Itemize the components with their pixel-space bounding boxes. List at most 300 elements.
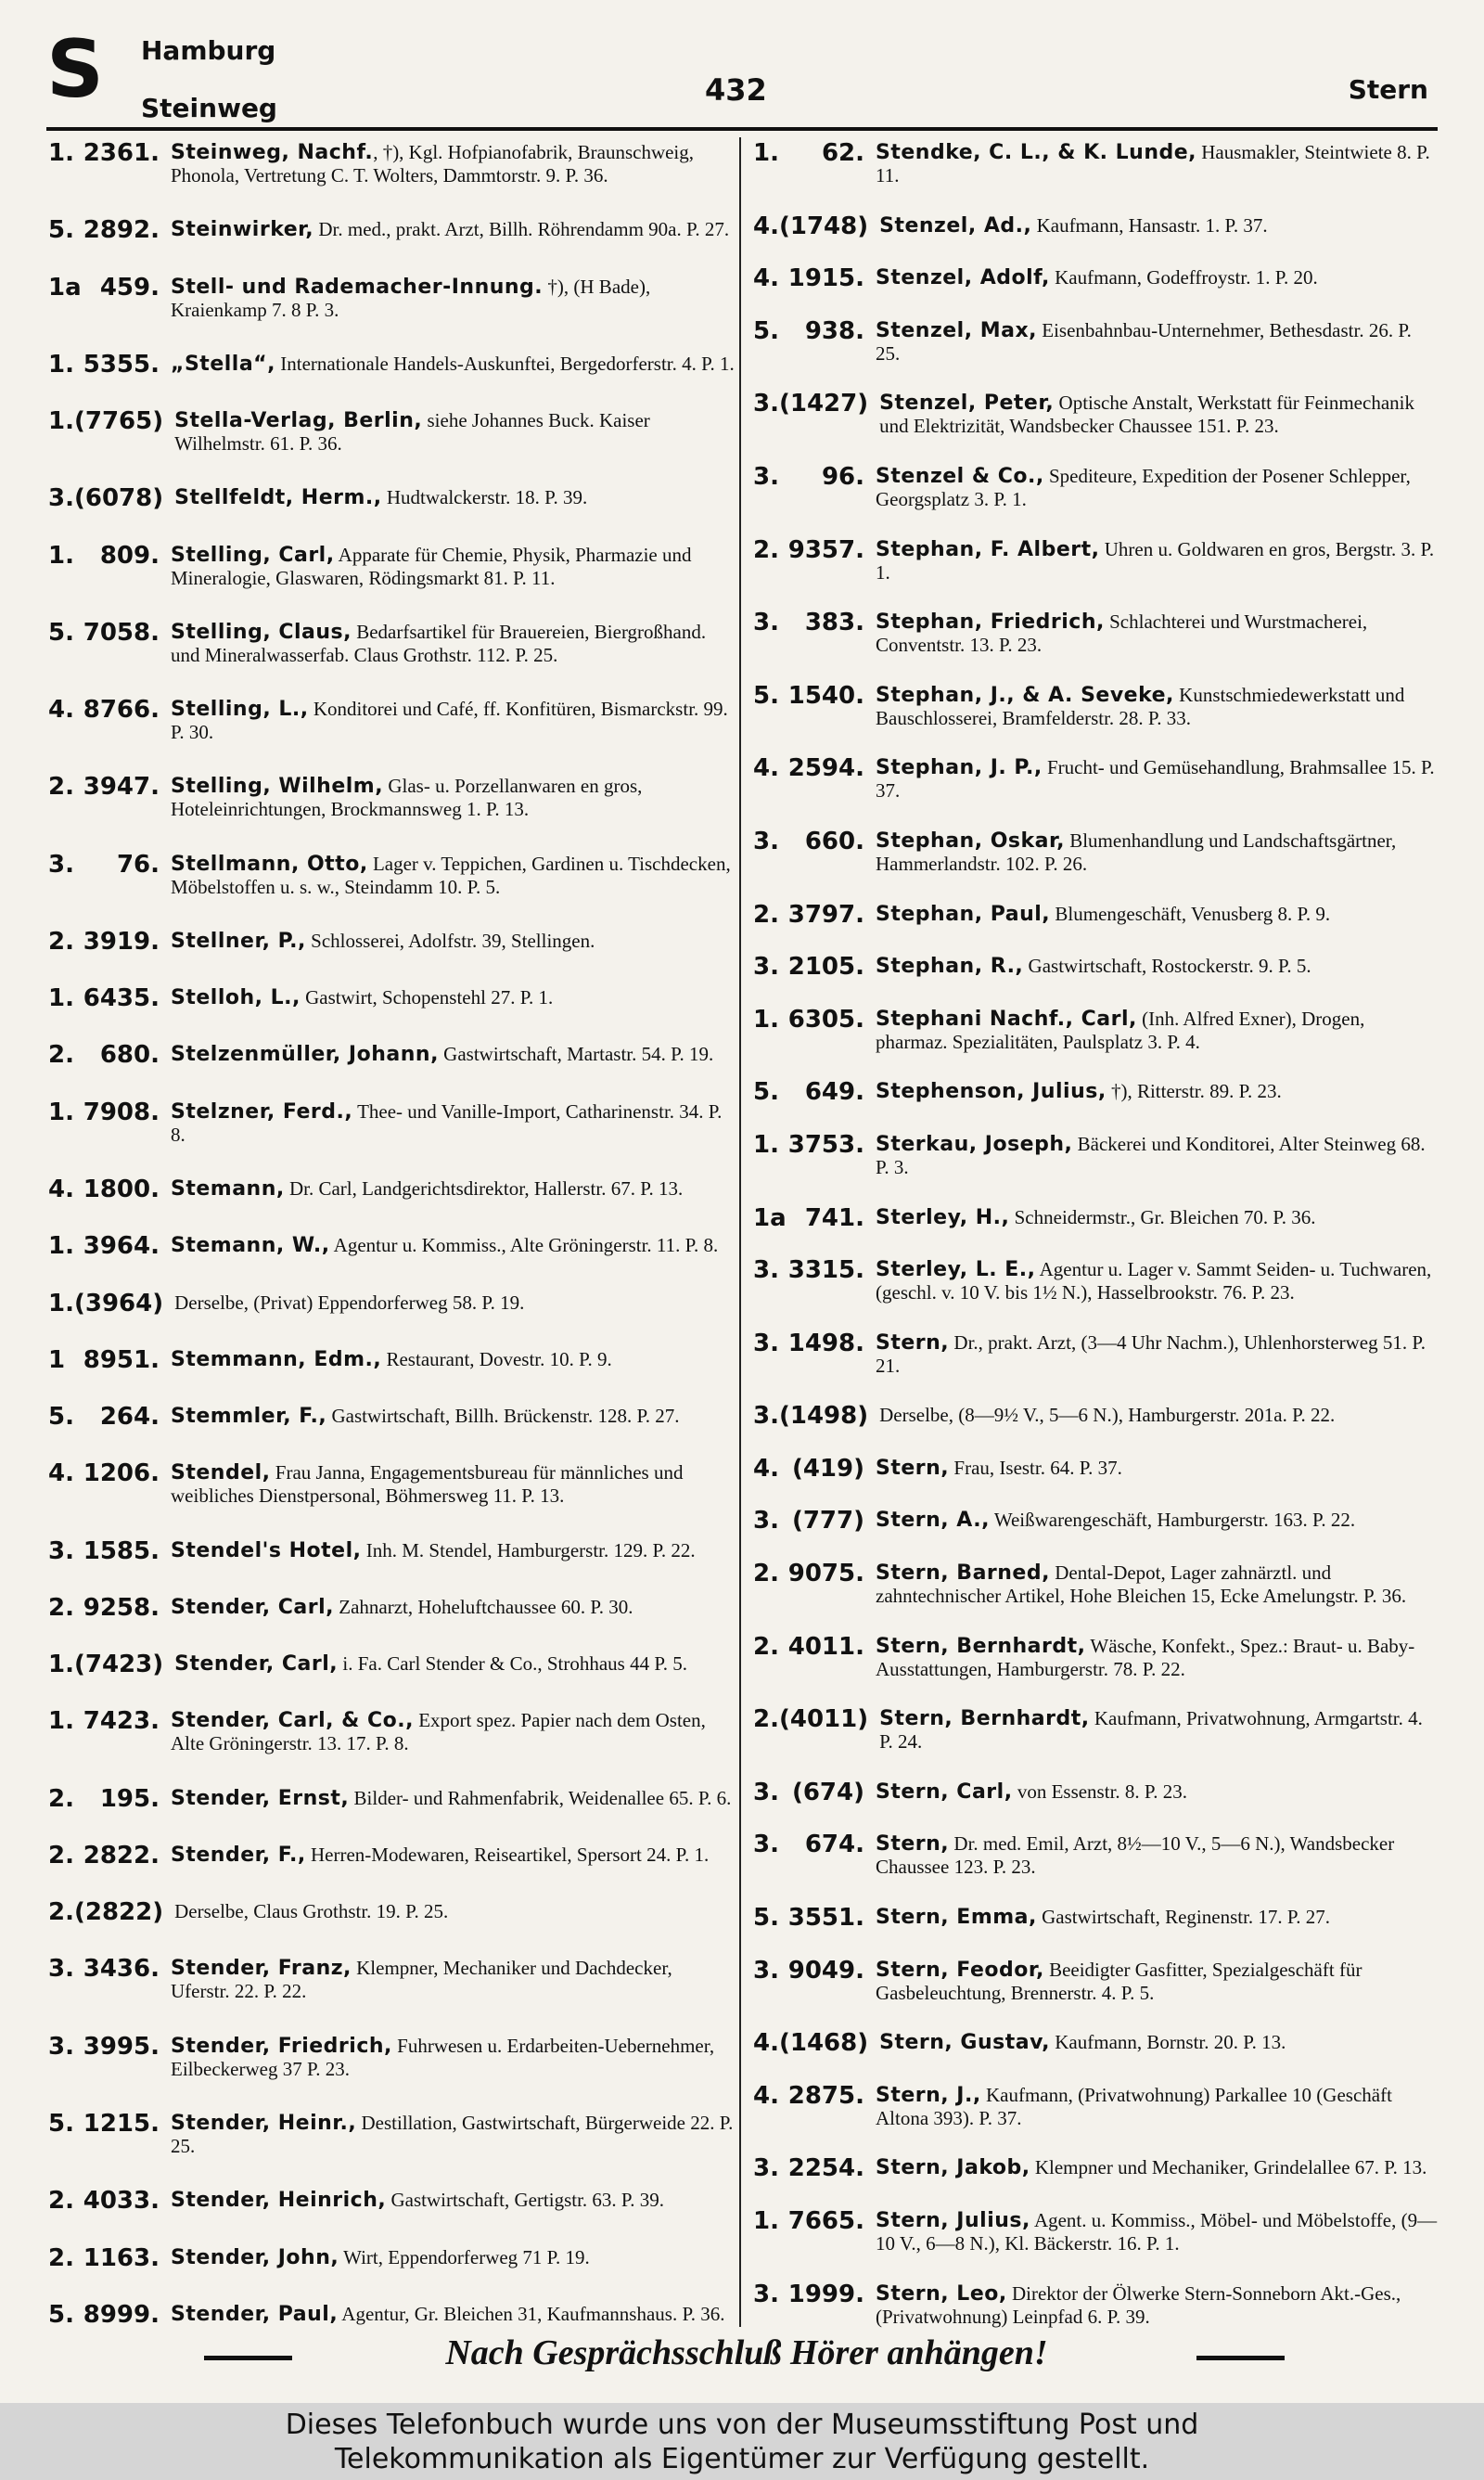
exchange-code: 2.	[48, 1784, 74, 1813]
entry-text	[876, 264, 1439, 289]
exchange-code: 3.	[48, 2032, 74, 2061]
line-number: 2105.	[787, 953, 864, 982]
entry-name: Stender, Paul,	[171, 2302, 339, 2326]
entry-name: Stender, F.,	[171, 1843, 306, 1867]
entry-details: Derselbe, (Privat) Eppendorferweg 58. P. 19.	[174, 1291, 525, 1314]
directory-entry	[753, 2281, 1439, 2329]
directory-entry	[48, 1459, 735, 1508]
entry-text	[876, 1779, 1439, 1804]
entry-text	[876, 1904, 1439, 1929]
entry-name: Stemmler, F.,	[171, 1405, 327, 1429]
entry-details: Dr., prakt. Arzt, (3—4 Uhr Nachm.), Uhlenhorsterweg 51. P. 21.	[876, 1330, 1426, 1377]
entry-text	[174, 484, 735, 509]
line-number: (3964)	[73, 1289, 164, 1317]
directory-entry	[48, 139, 735, 187]
exchange-code: 5.	[48, 2300, 74, 2329]
line-number: 1915.	[787, 264, 864, 293]
entry-details: Kaufmann, Privatwohnung, Armgartstr. 4. P. 24.	[879, 1707, 1423, 1754]
entry-name: Stelling, L.,	[171, 698, 309, 722]
phone-number	[753, 1705, 879, 1733]
directory-entry	[753, 1560, 1439, 1608]
entry-details: Dr. med. Emil, Arzt, 8½—10 V., 5—6 N.), Wandsbecker Chaussee 123. P. 23.	[876, 1832, 1395, 1879]
entry-details: Schlachterei und Wurstmacherei, Conventstr. 13. P. 23.	[876, 610, 1368, 657]
exchange-code: 1.	[48, 541, 74, 570]
line-number: 1585.	[83, 1536, 160, 1565]
entry-details: Klempner und Mechaniker, Grindelallee 67. P. 13.	[1030, 2156, 1427, 2179]
entry-text	[876, 2154, 1439, 2179]
entry-text	[171, 1842, 735, 1867]
entry-name: Stellfeldt, Herm.,	[174, 486, 382, 510]
entry-name: Stell- und Rademacher-Innung.	[171, 275, 544, 299]
entry-text	[879, 1705, 1439, 1754]
entry-details: Eisenbahnbau-Unternehmer, Bethesdastr. 26. P. 25.	[876, 318, 1412, 365]
entry-details: Kaufmann, Bornstr. 20. P. 13.	[1050, 2031, 1286, 2054]
directory-entry	[48, 1176, 735, 1203]
entry-name: Stern, Leo,	[876, 2281, 1007, 2306]
entry-text	[171, 351, 735, 376]
entry-text	[171, 773, 735, 821]
entry-details: Kaufmann, (Privatwohnung) Parkallee 10 (Geschäft Altona 393). P. 37.	[876, 2083, 1392, 2129]
exchange-code: 1.	[48, 139, 74, 167]
line-number: 195.	[99, 1784, 160, 1813]
line-number: 3797.	[787, 900, 864, 929]
line-number: (7765)	[73, 407, 164, 436]
left-column	[48, 139, 735, 2329]
line-number: (674)	[791, 1778, 864, 1806]
directory-entry	[48, 2187, 735, 2215]
entry-name: Stern, Jakob,	[876, 2156, 1030, 2180]
entry-details: Internationale Handels-Auskunftei, Bergedorferstr. 4. P. 1.	[275, 352, 735, 375]
entry-details: Konditorei und Café, ff. Konfitüren, Bismarckstr. 99. P. 30.	[171, 698, 728, 744]
entry-text	[876, 317, 1439, 366]
entry-details: Lager v. Teppichen, Gardinen u. Tischdecken, Möbelstoffen u. s. w., Steindamm 10. P. 5.	[171, 852, 731, 898]
entry-details: Bäckerei und Konditorei, Alter Steinweg 68. P. 3.	[876, 1132, 1426, 1178]
exchange-code: 2.	[48, 2187, 74, 2216]
exchange-code: 1.	[753, 139, 779, 167]
exchange-code: 4.	[753, 754, 779, 783]
directory-entry	[753, 1131, 1439, 1179]
entry-name: Stender, Heinrich,	[171, 2189, 387, 2213]
entry-details: Gastwirtschaft, Gertigstr. 63. P. 39.	[386, 2189, 665, 2212]
phone-number	[48, 2110, 171, 2138]
exchange-code: 1a	[753, 1203, 787, 1232]
entry-name: Stephan, J. P.,	[876, 756, 1043, 780]
entry-name: Stelloh, L.,	[171, 986, 301, 1010]
entry-name: Stellmann, Otto,	[171, 852, 368, 876]
entry-details: Blumenhandlung und Landschaftsgärtner, Hammerlandstr. 102. P. 26.	[876, 829, 1397, 875]
phone-number	[753, 1330, 876, 1357]
line-number: 2594.	[787, 754, 864, 783]
line-number: (7423)	[73, 1651, 164, 1679]
line-number: 3753.	[787, 1130, 864, 1159]
exchange-code: 4.	[48, 1175, 74, 1203]
exchange-code: 5.	[753, 316, 779, 345]
entry-details: Agentur u. Kommiss., Alte Gröningerstr. 11. P. 8.	[329, 1234, 719, 1257]
exchange-code: 3.	[48, 1955, 74, 1984]
line-number: (2822)	[73, 1898, 164, 1927]
line-number: 741.	[804, 1203, 864, 1232]
entry-name: Stern, Emma,	[876, 1906, 1037, 1930]
line-number: 7423.	[83, 1707, 160, 1736]
line-number: 5355.	[83, 350, 160, 379]
exchange-code: 3.	[753, 1402, 779, 1431]
entry-text	[171, 928, 735, 953]
entry-details: Agentur, Gr. Bleichen 31, Kaufmannshaus. P. 36.	[338, 2302, 725, 2325]
line-number: 8999.	[83, 2300, 160, 2329]
entry-name: Stender, Friedrich,	[171, 2034, 392, 2058]
exchange-code: 5.	[48, 1403, 74, 1432]
phone-number	[753, 2082, 876, 2110]
entry-name: Stern, Julius,	[876, 2209, 1030, 2232]
line-number: (1427)	[778, 390, 869, 418]
directory-entry	[753, 2154, 1439, 2182]
exchange-code: 4.	[753, 212, 779, 240]
entry-text	[171, 1707, 735, 1755]
entry-text	[171, 2301, 735, 2326]
line-number: 2822.	[83, 1841, 160, 1870]
line-number: 674.	[804, 1831, 864, 1859]
directory-entry	[753, 901, 1439, 929]
line-number: 7665.	[787, 2207, 864, 2235]
directory-entry	[48, 542, 735, 590]
directory-entry	[753, 1779, 1439, 1806]
phone-number	[753, 317, 876, 345]
entry-name: Stendke, C. L., & K. Lunde,	[876, 141, 1197, 164]
directory-entry	[753, 2082, 1439, 2130]
entry-name: Stelling, Wilhelm,	[171, 775, 384, 799]
entry-text	[171, 274, 735, 322]
entry-text	[876, 1204, 1439, 1229]
directory-entry	[48, 216, 735, 244]
directory-entry	[48, 2110, 735, 2158]
line-number: 7058.	[83, 618, 160, 647]
entry-details: Bilder- und Rahmenfabrik, Weidenallee 65. P. 6.	[349, 1786, 732, 1809]
line-number: (419)	[791, 1454, 864, 1483]
entry-details: Hudtwalckerstr. 18. P. 39.	[381, 486, 588, 509]
entry-name: Stephan, R.,	[876, 955, 1024, 979]
line-number: 1800.	[83, 1175, 160, 1203]
phone-number	[753, 754, 876, 782]
entry-name: Stelling, Carl,	[171, 543, 335, 567]
line-number: 1540.	[787, 681, 864, 710]
phone-number	[753, 2154, 876, 2182]
entry-details: Glas- u. Porzellanwaren en gros, Hoteleinrichtungen, Brockmannsweg 1. P. 13.	[171, 775, 643, 821]
exchange-code: 3.	[753, 2280, 779, 2308]
line-number: 1206.	[83, 1459, 160, 1488]
line-number: 2254.	[787, 2154, 864, 2183]
entry-details: Frau Janna, Engagementsbureau für männliches und weibliches Dienstpersonal, Böhmersweg 11. P. 13.	[171, 1461, 684, 1508]
entry-name: Stenzel, Adolf,	[876, 266, 1050, 290]
exchange-code: 3.	[48, 850, 74, 879]
line-number: 3919.	[83, 927, 160, 956]
directory-entry	[48, 1290, 735, 1317]
line-number: 9075.	[787, 1560, 864, 1588]
exchange-code: 1.	[48, 407, 74, 436]
line-number: 264.	[99, 1403, 160, 1432]
line-number: 6435.	[83, 984, 160, 1013]
exchange-code: 4.	[753, 2081, 779, 2110]
entry-name: Stephan, Paul,	[876, 902, 1051, 926]
directory-entry	[48, 1651, 735, 1678]
entry-text	[876, 1507, 1439, 1532]
entry-text	[171, 851, 735, 899]
phone-number	[753, 2281, 876, 2308]
line-number: 62.	[821, 139, 864, 167]
phone-number	[48, 407, 174, 435]
exchange-code: 1.	[48, 984, 74, 1013]
entry-text	[171, 2110, 735, 2158]
entry-name: Stephan, Oskar,	[876, 829, 1065, 853]
phone-number	[48, 1594, 171, 1622]
entry-text	[174, 1898, 735, 1923]
exchange-code: 1	[48, 1345, 66, 1374]
entry-text	[171, 1785, 735, 1810]
entry-name: Stern,	[876, 1832, 950, 1857]
phone-number	[48, 2187, 171, 2215]
directory-entry	[753, 682, 1439, 730]
directory-entry	[753, 1705, 1439, 1754]
entry-details: Kaufmann, Hansastr. 1. P. 37.	[1031, 213, 1268, 237]
exchange-code: 4.	[753, 2029, 779, 2058]
phone-number	[48, 773, 171, 801]
entry-text	[174, 1651, 735, 1676]
phone-number	[753, 1131, 876, 1159]
entry-text	[879, 2029, 1439, 2054]
phone-number	[753, 139, 876, 167]
directory-entry	[753, 1957, 1439, 2005]
directory-entry	[48, 851, 735, 899]
exchange-code: 3.	[753, 1507, 779, 1536]
line-number: 383.	[804, 609, 864, 637]
directory-entry	[753, 1006, 1439, 1054]
entry-name: Stenzel, Peter,	[879, 392, 1055, 416]
phone-number	[48, 696, 171, 724]
exchange-code: 3.	[753, 1831, 779, 1859]
phone-number	[753, 2029, 879, 2057]
phone-number	[753, 536, 876, 564]
footer-rule-left	[204, 2356, 292, 2360]
line-number: 809.	[99, 541, 160, 570]
entry-details: Thee- und Vanille-Import, Catharinenstr. 34. P. 8.	[171, 1099, 723, 1146]
line-number: 9357.	[787, 535, 864, 564]
phone-number	[753, 390, 879, 418]
phone-number	[48, 1898, 174, 1926]
phone-number	[753, 1455, 876, 1483]
entry-name: Stemann,	[171, 1176, 285, 1201]
entry-details: siehe Johannes Buck. Kaiser Wilhelmstr. 61. P. 36.	[174, 409, 650, 456]
exchange-code: 1.	[48, 350, 74, 379]
phone-number	[48, 274, 171, 302]
entry-name: Stern,	[876, 1456, 950, 1480]
entry-details: Wirt, Eppendorferweg 71 P. 19.	[339, 2245, 590, 2268]
entry-text	[876, 2281, 1439, 2329]
exchange-code: 1.	[48, 1651, 74, 1679]
phone-number	[753, 1831, 876, 1858]
exchange-code: 3.	[753, 390, 779, 418]
entry-text	[171, 1099, 735, 1147]
line-number: (6078)	[73, 484, 164, 513]
exchange-code: 2.	[753, 1632, 779, 1661]
entry-name: Stern, Gustav,	[879, 2031, 1051, 2055]
directory-entry	[753, 1831, 1439, 1879]
phone-number	[753, 1256, 876, 1284]
entry-details: Derselbe, Claus Grothstr. 19. P. 25.	[174, 1900, 449, 1923]
directory-entry	[48, 274, 735, 322]
exchange-code: 2.	[753, 535, 779, 564]
entry-details: Agent. u. Kommiss., Möbel- und Möbelstoffe, (9—10 V., 6—8 N.), Kl. Bäckerstr. 16. P. 1.	[876, 2209, 1438, 2255]
entry-details: Zahnarzt, Hoheluftchaussee 60. P. 30.	[334, 1595, 633, 1618]
phone-number	[48, 139, 171, 167]
entry-text	[171, 2244, 735, 2269]
entry-text	[171, 139, 735, 187]
directory-entry	[753, 1507, 1439, 1535]
header-rule	[46, 127, 1438, 131]
line-number: (1748)	[778, 212, 869, 240]
entry-text	[876, 536, 1439, 585]
entry-text	[876, 1957, 1439, 2005]
entry-details: Herren-Modewaren, Reiseartikel, Spersort 24. P. 1.	[305, 1843, 710, 1866]
exchange-code: 1.	[48, 1289, 74, 1317]
directory-entry	[48, 984, 735, 1012]
phone-number	[753, 463, 876, 491]
phone-number	[753, 1904, 876, 1932]
line-number: 2875.	[787, 2081, 864, 2110]
entry-text	[171, 1176, 735, 1201]
entry-text	[876, 1330, 1439, 1378]
exchange-code: 1a	[48, 273, 82, 302]
phone-number	[753, 1560, 876, 1587]
entry-name: Stenzel & Co.,	[876, 464, 1044, 488]
phone-number	[753, 264, 876, 292]
exchange-code: 3.	[753, 462, 779, 491]
directory-entry	[753, 317, 1439, 366]
entry-text	[171, 619, 735, 667]
entry-name: Sterley, H.,	[876, 1205, 1010, 1229]
phone-number	[753, 2207, 876, 2235]
entry-details: Frucht- und Gemüsehandlung, Brahmsallee 15. P. 37.	[876, 756, 1435, 803]
exchange-code: 4.	[753, 1454, 779, 1483]
entry-name: Stern, A.,	[876, 1509, 990, 1533]
entry-text	[171, 542, 735, 590]
phone-number	[48, 1041, 171, 1069]
entry-name: Stender, Franz,	[171, 1957, 352, 1981]
entry-name: Stendel,	[171, 1461, 271, 1485]
entry-details: Fuhrwesen u. Erdarbeiten-Uebernehmer, Eilbeckerweg 37 P. 23.	[171, 2034, 715, 2080]
entry-details: Schneidermstr., Gr. Bleichen 70. P. 36.	[1009, 1205, 1316, 1228]
exchange-code: 5.	[753, 1904, 779, 1933]
exchange-code: 3.	[48, 1536, 74, 1565]
directory-entry	[753, 828, 1439, 876]
phone-number	[48, 1403, 171, 1431]
entry-text	[876, 609, 1439, 657]
phone-number	[48, 619, 171, 647]
entry-text	[876, 1455, 1439, 1480]
entry-text	[876, 1131, 1439, 1179]
phone-number	[753, 1078, 876, 1106]
entry-name: Stephenson, Julius,	[876, 1080, 1107, 1104]
exchange-code: 3.	[753, 1256, 779, 1285]
directory-entry	[48, 696, 735, 744]
exchange-code: 1.	[48, 1232, 74, 1261]
phone-number	[48, 1842, 171, 1870]
entry-text	[171, 1955, 735, 2003]
entry-name: Stephan, F. Albert,	[876, 537, 1100, 561]
entry-text	[879, 212, 1439, 238]
exchange-code: 4.	[48, 1459, 74, 1488]
line-number: 649.	[804, 1078, 864, 1107]
exchange-code: 4.	[48, 696, 74, 725]
entry-name: Stemann, W.,	[171, 1234, 330, 1258]
last-entry-keyword: Stern	[1348, 74, 1428, 105]
entry-name: Stenzel, Max,	[876, 318, 1038, 342]
line-number: 459.	[99, 273, 160, 302]
exchange-code: 2.	[48, 1041, 74, 1070]
entry-text	[876, 682, 1439, 730]
line-number: 9258.	[83, 1593, 160, 1622]
phone-number	[48, 984, 171, 1012]
entry-details: Frau, Isestr. 64. P. 37.	[949, 1456, 1122, 1479]
phone-number	[753, 682, 876, 710]
entry-details: Hausmakler, Steintwiete 8. P. 11.	[876, 141, 1430, 186]
phone-number	[48, 1707, 171, 1735]
directory-entry	[48, 2033, 735, 2081]
directory-entry	[753, 1256, 1439, 1304]
entry-name: Stern, Feodor,	[876, 1958, 1044, 1982]
entry-details: Bedarfsartikel für Brauereien, Biergroßhand. und Mineralwasserfab. Claus Grothstr. 112. P. 25.	[171, 620, 707, 666]
entry-details: Kaufmann, Godeffroystr. 1. P. 20.	[1049, 266, 1318, 289]
directory-entry	[48, 619, 735, 667]
directory-entry	[48, 1842, 735, 1870]
entry-details: Apparate für Chemie, Physik, Pharmazie und Mineralogie, Glaswaren, Rödingsmarkt 81. P. 11.	[171, 543, 692, 589]
entry-details: Direktor der Ölwerke Stern-Sonneborn Akt.-Ges., (Privatwohnung) Leinpfad 6. P. 39.	[876, 2281, 1401, 2328]
entry-name: Stender, Heinr.,	[171, 2111, 357, 2135]
line-number: 660.	[804, 827, 864, 855]
entry-details: von Essenstr. 8. P. 23.	[1012, 1780, 1187, 1803]
ownership-notice	[0, 2403, 1484, 2480]
right-column	[753, 139, 1439, 2329]
directory-entry	[753, 1330, 1439, 1378]
phone-number	[48, 1232, 171, 1260]
directory-entry	[753, 1633, 1439, 1681]
exchange-code: 3.	[753, 1956, 779, 1985]
footer-rule-right	[1196, 2356, 1285, 2360]
exchange-code: 4.	[753, 264, 779, 293]
phone-number	[753, 1779, 876, 1806]
line-number: 2892.	[83, 216, 160, 245]
exchange-code: 2.	[48, 773, 74, 802]
entry-text	[876, 1560, 1439, 1608]
phone-number	[48, 216, 171, 244]
entry-details: Derselbe, (8—9½ V., 5—6 N.), Hamburgerstr. 201a. P. 22.	[879, 1404, 1336, 1427]
exchange-code: 2.	[48, 1898, 74, 1927]
page-header	[46, 23, 1438, 130]
entry-details: Kunstschmiedewerkstatt und Bauschlosserei, Bramfelderstr. 28. P. 33.	[876, 683, 1405, 729]
exchange-code: 5.	[48, 618, 74, 647]
exchange-code: 3.	[753, 1778, 779, 1806]
phone-number	[48, 851, 171, 879]
footer-slogan: Nach Gesprächsschluß Hörer anhängen!	[445, 2333, 1048, 2372]
directory-entry	[753, 2207, 1439, 2255]
line-number: 1215.	[83, 2109, 160, 2138]
exchange-code: 1.	[753, 2207, 779, 2235]
column-divider	[739, 137, 741, 2327]
line-number: 3315.	[787, 1256, 864, 1285]
entry-text	[876, 139, 1439, 187]
phone-number	[48, 484, 174, 512]
entry-name: Stern, Bernhardt,	[876, 1634, 1086, 1658]
line-number: (777)	[791, 1507, 864, 1536]
entry-text	[171, 1041, 735, 1066]
